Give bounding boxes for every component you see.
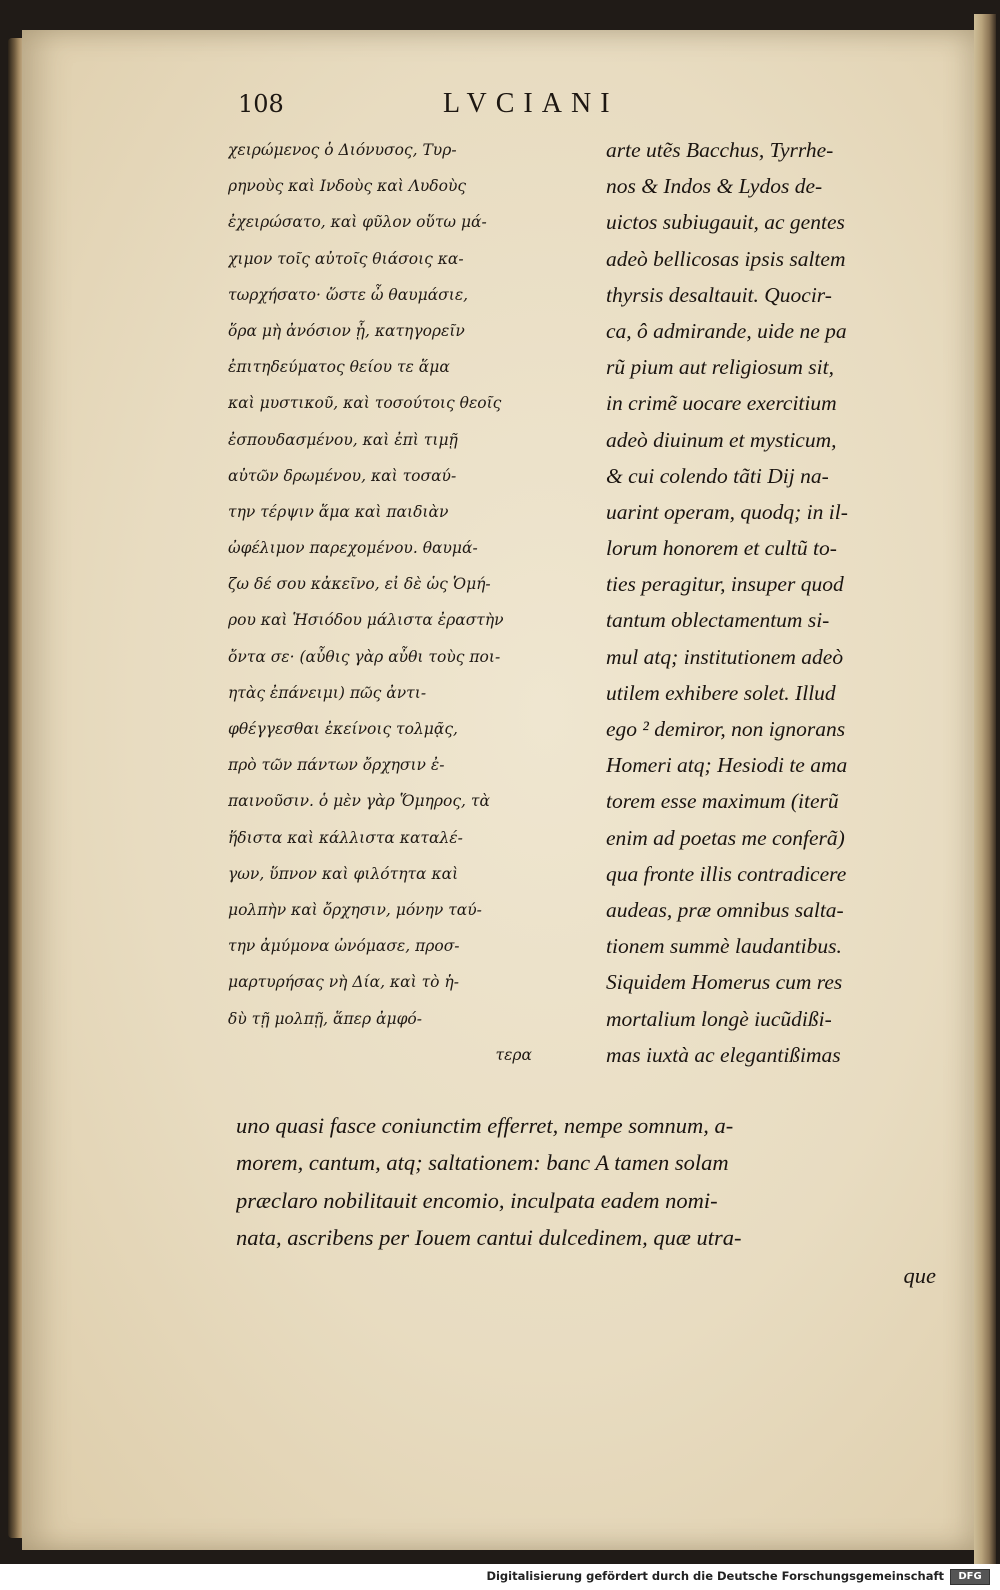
greek-line-5: ὅρα μὴ ἀνόσιον ᾖ, κατηγορεῖν [228, 321, 465, 340]
greek-line-21: μολπὴν καὶ ὄρχησιν, μόνην ταύ- [228, 900, 482, 919]
latin-line-21: audeas, præ omnibus salta- [606, 897, 844, 922]
greek-line-1: ρηνοὺς καὶ Ινδοὺς καὶ Λυδοὺς [228, 177, 467, 196]
full-line-1: morem, cantum, atq; saltationem: banc A tamen solam [236, 1150, 729, 1176]
latin-line-9: & cui colendo tãti Dij na- [606, 463, 829, 488]
greek-line-9: αὐτῶν δρωμένου, καὶ τοσαύ- [228, 466, 457, 485]
latin-line-17: Homeri atq; Hesiodi te ama [606, 753, 848, 778]
latin-line-3: adeò bellicosas ipsis saltem [606, 246, 846, 271]
greek-line-19: ἥδιστα καὶ κάλλιστα καταλέ- [228, 828, 463, 847]
greek-line-10: την τέρψιν ἅμα καὶ παιδιὰν [228, 502, 449, 521]
latin-line-6: rũ pium aut religiosum sit, [606, 355, 834, 380]
digitization-footer [0, 1564, 1000, 1590]
greek-line-16: φθέγγεσθαι ἐκείνοις τολμᾷς, [228, 720, 458, 738]
latin-line-24: mortalium longè iucũdißi- [606, 1006, 832, 1031]
latin-line-11: lorum honorem et cultũ to- [606, 536, 837, 561]
latin-line-18: torem esse maximum (iterũ [606, 789, 839, 814]
latin-line-7: in crimẽ uocare exercitium [606, 391, 837, 416]
full-line-3: nata, ascribens per Iouem cantui dulcedinem, quæ utra- [236, 1225, 742, 1251]
greek-line-12: ζω δέ σου κἀκεῖνο, εἰ δὲ ὡς Ὁμή- [228, 575, 491, 594]
full-line-2: præclaro nobilitauit encomio, inculpata eadem nomi- [236, 1187, 718, 1213]
full-line-0: uno quasi fasce coniunctim efferret, nempe somnum, a- [236, 1113, 734, 1138]
book-right-edge [974, 14, 996, 1564]
latin-line-19: enim ad poetas me conferã) [606, 825, 845, 850]
greek-line-24: δὺ τῇ μολπῇ, ἅπερ ἀμφό- [228, 1009, 422, 1028]
latin-line-8: adeò diuinum et mysticum, [606, 427, 837, 452]
footer-credit: Digitalisierung gefördert durch die Deutsche Forschungsgemeinschaft [486, 1569, 944, 1583]
greek-line-7: καὶ μυστικοῦ, καὶ τοσούτοις θεοῖς [228, 394, 502, 413]
greek-line-8: ἐσπουδασμένου, καὶ ἐπὶ τιμῇ [228, 430, 458, 449]
latin-line-0: arte utẽs Bacchus, Tyrrhe- [606, 138, 834, 162]
greek-line-6: ἐπιτηδεύματος θείου τε ἅμα [228, 358, 450, 377]
greek-line-2: ἐχειρώσατο, καὶ φῦλον οὕτω μά- [228, 213, 487, 232]
greek-line-0: χειρώμενος ὁ Διόνυσος, Τυρ- [228, 141, 457, 159]
latin-line-2: uictos subiugauit, ac gentes [606, 210, 845, 235]
running-title: LVCIANI [443, 88, 619, 119]
latin-line-5: ca, ô admirande, uide ne pa [606, 318, 847, 343]
latin-line-1: nos & Indos & Lydos de- [606, 174, 823, 199]
latin-line-22: tionem summè laudantibus. [606, 934, 842, 959]
latin-line-10: uarint operam, quodq; in il- [606, 499, 848, 524]
page-header [238, 88, 698, 128]
greek-line-11: ὠφέλιμον παρεχομένου. θαυμά- [228, 539, 478, 558]
dfg-logo-text: DFG [951, 1570, 989, 1584]
greek-text-column [228, 132, 588, 1073]
greek-line-23: μαρτυρήσας νὴ Δία, καὶ τὸ ἡ- [228, 973, 459, 992]
latin-line-14: mul atq; institutionem adeò [606, 644, 844, 669]
greek-line-17: πρὸ τῶν πάντων ὄρχησιν ἐ- [228, 756, 445, 775]
latin-line-15: utilem exhibere solet. Illud [606, 680, 836, 705]
greek-line-15: ητὰς ἐπάνειμι) πῶς ἀντι- [228, 683, 427, 702]
greek-line-25: τερα [495, 1045, 532, 1064]
full-width-text-block [236, 1107, 936, 1294]
latin-line-20: qua fronte illis contradicere [606, 861, 847, 886]
greek-line-14: ὄντα σε· (αὖθις γὰρ αὖθι τοὺς ποι- [228, 647, 501, 666]
greek-line-22: την ἀμύμονα ὠνόμασε, προσ- [228, 937, 460, 956]
greek-line-13: ρου καὶ Ἡσιόδου μάλιστα ἐραστὴν [228, 611, 504, 630]
full-line-4: que [903, 1262, 936, 1288]
page-number: 108 [238, 90, 284, 118]
latin-line-23: Siquidem Homerus cum res [606, 970, 843, 995]
latin-line-16: ego ² demiror, non ignorans [606, 717, 846, 741]
latin-line-12: ties peragitur, insuper quod [606, 572, 844, 597]
latin-line-13: tantum oblectamentum si- [606, 608, 830, 633]
latin-text-column [606, 132, 936, 1073]
latin-line-4: thyrsis desaltauit. Quocir- [606, 282, 832, 307]
greek-line-4: τωρχήσατο· ὥστε ὦ θαυμάσιε, [228, 285, 469, 304]
greek-line-3: χιμον τοῖς αὐτοῖς θιάσοις κα- [228, 249, 464, 268]
greek-line-18: παινοῦσιν. ὁ μὲν γὰρ Ὅμηρος, τὰ [228, 792, 490, 811]
greek-line-20: γων, ὕπνον καὶ φιλότητα καὶ [228, 864, 459, 883]
dfg-logo [950, 1569, 990, 1585]
latin-line-25: mas iuxtà ac elegantißimas [606, 1042, 841, 1067]
